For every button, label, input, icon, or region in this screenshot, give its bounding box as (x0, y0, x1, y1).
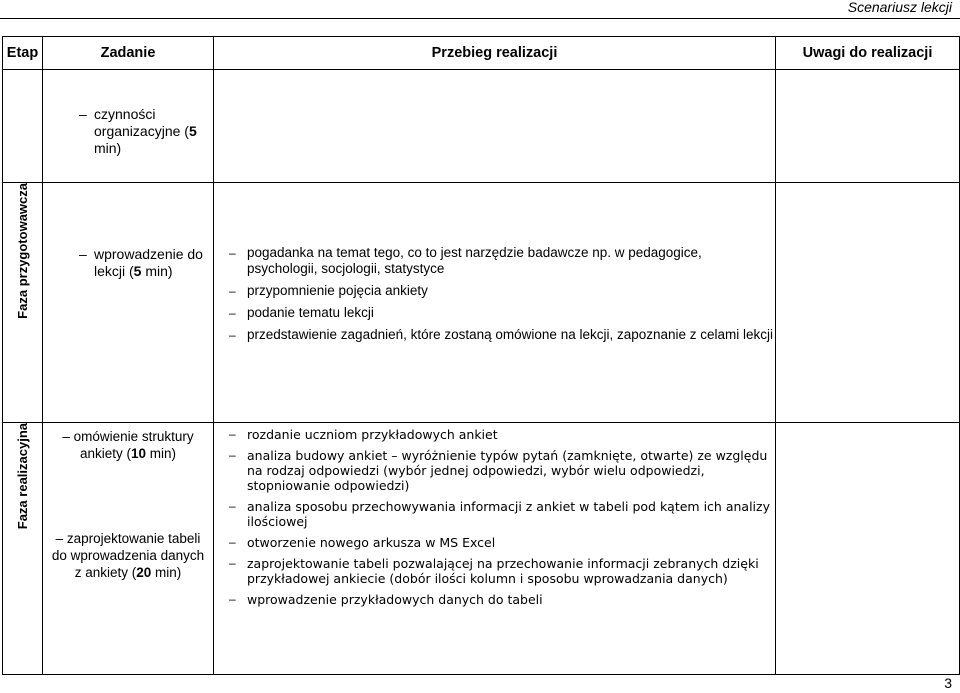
activity-item: – podanie tematu lekcji (247, 305, 775, 321)
phase-label: Faza realizacyjna (15, 423, 30, 530)
phase-cell (3, 70, 43, 183)
page-number: 3 (944, 675, 952, 691)
column-header-przebieg: Przebieg realizacji (214, 37, 776, 70)
phase-cell (3, 423, 43, 675)
activity-item: – analiza sposobu przechowywania informacji z ankiet w tabeli pod kątem ich analizy ilościowej (247, 499, 775, 529)
activity-item: – przypomnienie pojęcia ankiety (247, 283, 775, 299)
activity-item: – przedstawienie zagadnień, które zostaną omówione na lekcji, zapoznanie z celami lekcji (247, 327, 775, 343)
column-header-etap: Etap (3, 37, 43, 70)
activities-cell (214, 423, 776, 675)
column-header-uwagi: Uwagi do realizacji (776, 37, 960, 70)
column-header-zadanie: Zadanie (43, 37, 214, 70)
task-cell (43, 183, 214, 423)
activity-item: – analiza budowy ankiet – wyróżnienie typów pytań (zamknięte, otwarte) ze względu na rodzaj odpowiedzi (wybór jednej odpowiedzi, wybór wielu odpowiedzi, stopniowanie odpowiedzi) (247, 448, 775, 493)
activity-item: – pogadanka na temat tego, co to jest narzędzie badawcze np. w pedagogice, psychologii, socjologii, statystyce (247, 245, 775, 277)
task-item: – czynności organizacyjne (5 min) (43, 106, 213, 157)
notes-cell (776, 183, 960, 423)
activity-item: – zaprojektowanie tabeli pozwalającej na przechowanie informacji zebranych dzięki przykładowej ankiecie (dobór ilości kolumn i sposobu wprowadzania danych) (247, 556, 775, 586)
running-header: Scenariusz lekcji (847, 0, 952, 15)
phase-cell (3, 183, 43, 423)
activity-item: – rozdanie uczniom przykładowych ankiet (247, 427, 775, 442)
activities-cell (214, 70, 776, 183)
header-rule (0, 18, 960, 19)
table-row (3, 70, 960, 183)
notes-cell (776, 70, 960, 183)
table-row (3, 423, 960, 675)
phase-label: Faza przygotowawcza (15, 183, 30, 319)
task-item: – omówienie struktury ankiety (10 min) (43, 428, 213, 462)
lesson-plan-table (2, 36, 960, 675)
task-cell (43, 70, 214, 183)
activities-cell (214, 183, 776, 423)
table-row (3, 183, 960, 423)
task-item: – zaprojektowanie tabeli do wprowadzenia danych z ankiety (20 min) (43, 530, 213, 581)
task-cell (43, 423, 214, 675)
activity-item: – wprowadzenie przykładowych danych do tabeli (247, 592, 775, 607)
task-item: – wprowadzenie do lekcji (5 min) (43, 246, 213, 280)
activity-item: – otworzenie nowego arkusza w MS Excel (247, 535, 775, 550)
notes-cell (776, 423, 960, 675)
table-header-row (3, 37, 960, 70)
